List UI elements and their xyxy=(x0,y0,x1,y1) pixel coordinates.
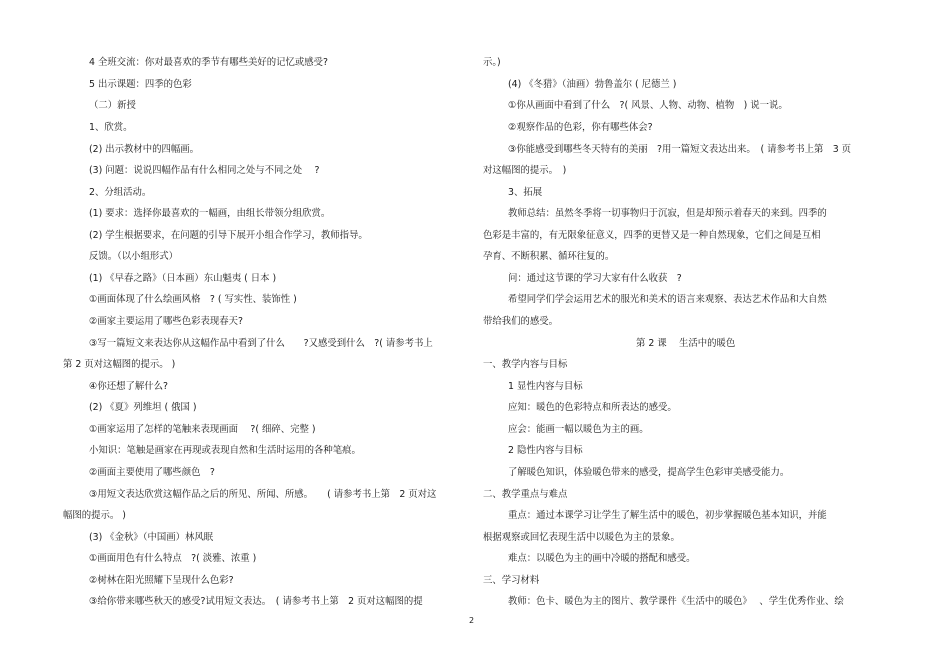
text-line: 应会：能画一幅以暖色为主的画。 xyxy=(508,424,649,435)
text-line: (1) 《早春之路》（日本画）东山魁夷 ( 日本 ) xyxy=(89,273,277,284)
text-line: 1、欣赏。 xyxy=(89,122,133,133)
text-line: ④你还想了解什么? xyxy=(89,381,169,392)
text-line: 反馈。（以小组形式） xyxy=(89,251,179,262)
text-line: 幅图的提示。 ) xyxy=(63,510,126,521)
text-line: 孕育、不断积累、循环往复的。 xyxy=(483,251,615,262)
text-line: (2) 学生根据要求，在问题的引导下展开小组合作学习，教师指导。 xyxy=(89,230,368,241)
text-line: 5 出示课题：四季的色彩 xyxy=(89,79,192,90)
text-line: 色彩是丰富的，有无限象征意义，四季的更替又是一种自然现象，它们之间是互相 xyxy=(483,230,821,241)
text-line: 问：通过这节课的学习大家有什么收获 ? xyxy=(508,273,682,284)
text-line: 4 全班交流：你对最喜欢的季节有哪些美好的记忆或感受? xyxy=(89,57,328,68)
text-line: ①画家运用了怎样的笔触来表现画面 ?( 细碎、完整 ) xyxy=(89,424,316,435)
text-line: ②画家主要运用了哪些色彩表现春天? xyxy=(89,316,244,327)
text-line: 小知识：笔触是画家在再现或表现自然和生活时运用的各种笔痕。 xyxy=(89,445,361,456)
text-line: 难点：以暖色为主的画中冷暖的搭配和感受。 xyxy=(508,553,696,564)
text-line: ③用短文表达欣赏这幅作品之后的所见、所闻、所感。 ( 请参考书上第 2 页对这 xyxy=(89,489,437,500)
section-heading: 二、教学重点与难点 xyxy=(483,489,568,500)
text-line: ②树林在阳光照耀下呈现什么色彩? xyxy=(89,575,234,586)
text-line: (2) 《夏》列维坦 ( 俄国 ) xyxy=(89,402,197,413)
text-line: 第 2 页对这幅图的提示。 ) xyxy=(63,359,176,370)
page-number: 2 xyxy=(469,616,475,625)
text-line: 应知：暖色的色彩特点和所表达的感受。 xyxy=(508,402,677,413)
text-line: 1 显性内容与目标 xyxy=(508,381,583,392)
text-line: 3、拓展 xyxy=(508,187,543,198)
text-line: 带给我们的感受。 xyxy=(483,316,559,327)
text-line: ③你能感受到哪些冬天特有的美丽 ?用一篇短文表达出来。 ( 请参考书上第 3 页 xyxy=(508,144,852,155)
text-line: (2) 出示教材中的四幅画。 xyxy=(89,144,200,155)
text-line: ②画面主要使用了哪些颜色 ? xyxy=(89,467,215,478)
text-line: 根据观察或回忆表现生活中以暖色为主的景象。 xyxy=(483,532,680,543)
text-line: 2、分组活动。 xyxy=(89,187,152,198)
section-heading: （二）新授 xyxy=(89,100,136,111)
text-line: ①画面用色有什么特点 ?( 淡雅、浓重 ) xyxy=(89,553,257,564)
text-line: 重点：通过本课学习让学生了解生活中的暖色，初步掌握暖色基本知识，并能 xyxy=(508,510,827,521)
text-line: (3) 问题：说说四幅作品有什么相同之处与不同之处 ? xyxy=(89,165,320,176)
text-line: (4) 《冬猎》（油画）勃鲁盖尔 ( 尼德兰 ) xyxy=(508,79,677,90)
text-line: 教师总结：虽然冬季将一切事物归于沉寂，但是却预示着春天的来到。四季的 xyxy=(508,208,827,219)
text-line: 希望同学们学会运用艺术的服光和美术的语言来观察、表达艺术作品和大自然 xyxy=(508,294,827,305)
text-line: ①画面体现了什么绘画风格 ? ( 写实性、装饰性 ) xyxy=(89,294,297,305)
text-line: (1) 要求：选择你最喜欢的一幅画，由组长带领分组欣赏。 xyxy=(89,208,331,219)
text-line: 示。) xyxy=(483,57,501,68)
text-line: 教师：色卡、暖色为主的图片、教学课件《生活中的暖色》 、学生优秀作业、绘 xyxy=(508,596,844,607)
text-line: 对这幅图的提示。 ) xyxy=(483,165,567,176)
lesson-title: 第 2 课 生活中的暖色 xyxy=(636,338,736,349)
text-line: ③写一篇短文来表达你从这幅作品中看到了什么 ?又感受到什么 ?( 请参考书上 xyxy=(89,338,433,349)
text-line: ①你从画面中看到了什么 ?( 风景、人物、动物、植物 ) 说一说。 xyxy=(508,100,788,111)
text-line: ③给你带来哪些秋天的感受?试用短文表达。 ( 请参考书上第 2 页对这幅图的提 xyxy=(89,596,423,607)
text-line: 2 隐性内容与目标 xyxy=(508,445,583,456)
text-line: (3) 《金秋》（中国画）林风眠 xyxy=(89,532,214,543)
section-heading: 一、教学内容与目标 xyxy=(483,359,568,370)
text-line: 了解暖色知识，体验暖色带来的感受，提高学生色彩审美感受能力。 xyxy=(508,467,790,478)
section-heading: 三、学习材料 xyxy=(483,575,540,586)
text-line: ②观察作品的色彩，你有哪些体会? xyxy=(508,122,653,133)
